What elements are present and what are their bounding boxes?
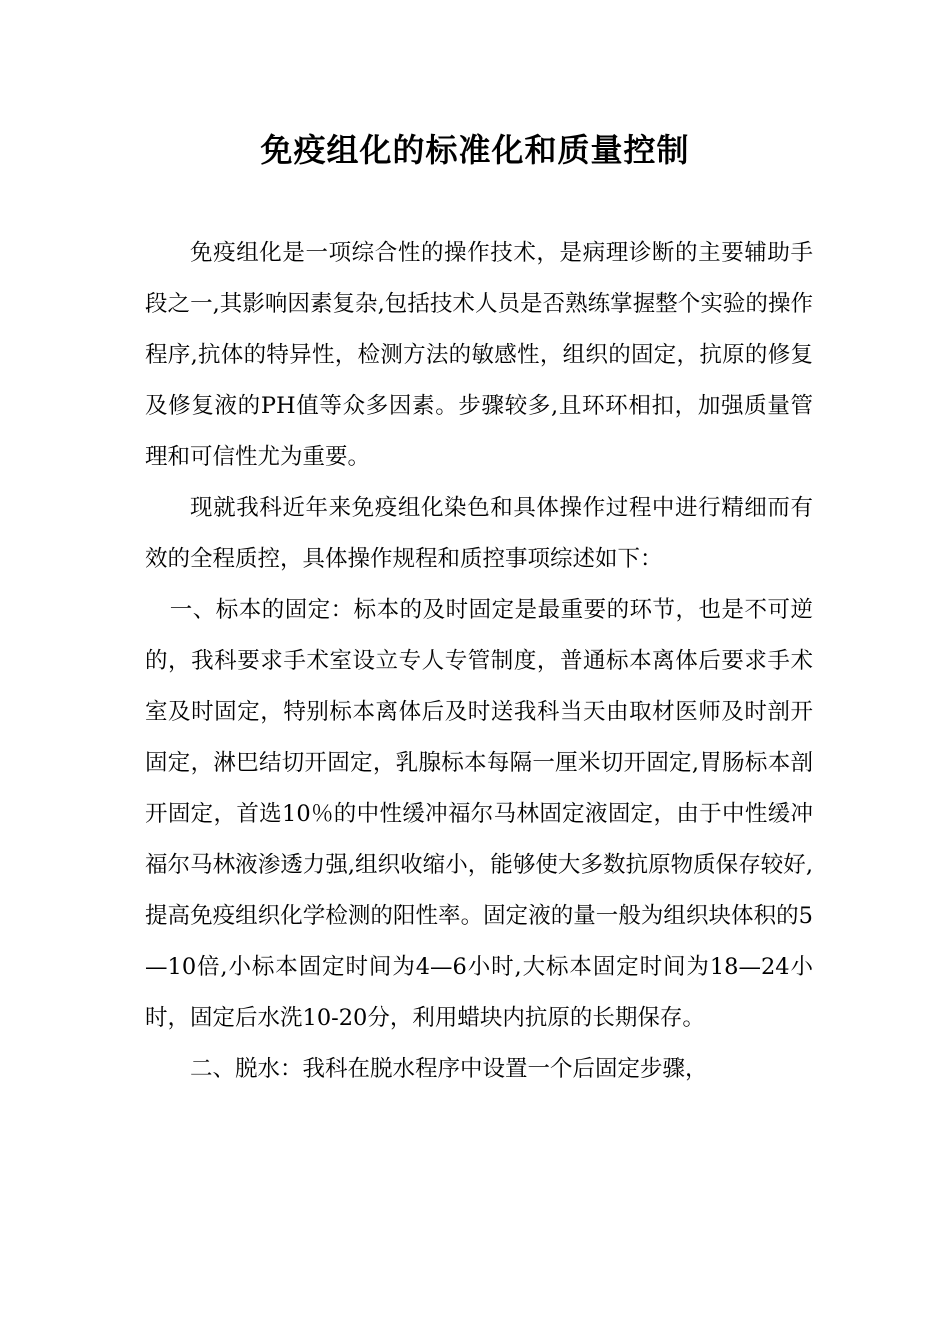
paragraph-section-dehydration: 二、脱水：我科在脱水程序中设置一个后固定步骤， xyxy=(190,1056,708,1082)
document-body xyxy=(145,228,813,1095)
paragraph-overview: 现就我科近年来免疫组化染色和具体操作过程中进行精细而有效的全程质控，具体操作规程和质控事项综述如下： xyxy=(145,495,813,572)
paragraph-intro: 免疫组化是一项综合性的操作技术，是病理诊断的主要辅助手段之一,其影响因素复杂,包括技术人员是否熟练掌握整个实验的操作程序,抗体的特异性，检测方法的敏感性，组织的固定，抗原的修复及修复液的PH值等众多因素。步骤较多,且环环相扣，加强质量管理和可信性尤为重要。 xyxy=(145,240,813,470)
document-title: 免疫组化的标准化和质量控制 xyxy=(260,131,690,169)
paragraph-section-fixation: 一、标本的固定：标本的及时固定是最重要的环节，也是不可逆的，我科要求手术室设立专人专管制度，普通标本离体后要求手术室及时固定，特别标本离体后及时送我科当天由取材医师及时剖开固定，淋巴结切开固定，乳腺标本每隔一厘米切开固定,胃肠标本剖开固定，首选10％的中性缓冲福尔马林固定液固定，由于中性缓冲福尔马林液渗透力强,组织收缩小，能够使大多数抗原物质保存较好,提高免疫组织化学检测的阳性率。固定液的量一般为组织块体积的5—10倍,小标本固定时间为4—6小时,大标本固定时间为18—24小时，固定后水洗10-20分，利用蜡块内抗原的长期保存。 xyxy=(145,597,813,1031)
